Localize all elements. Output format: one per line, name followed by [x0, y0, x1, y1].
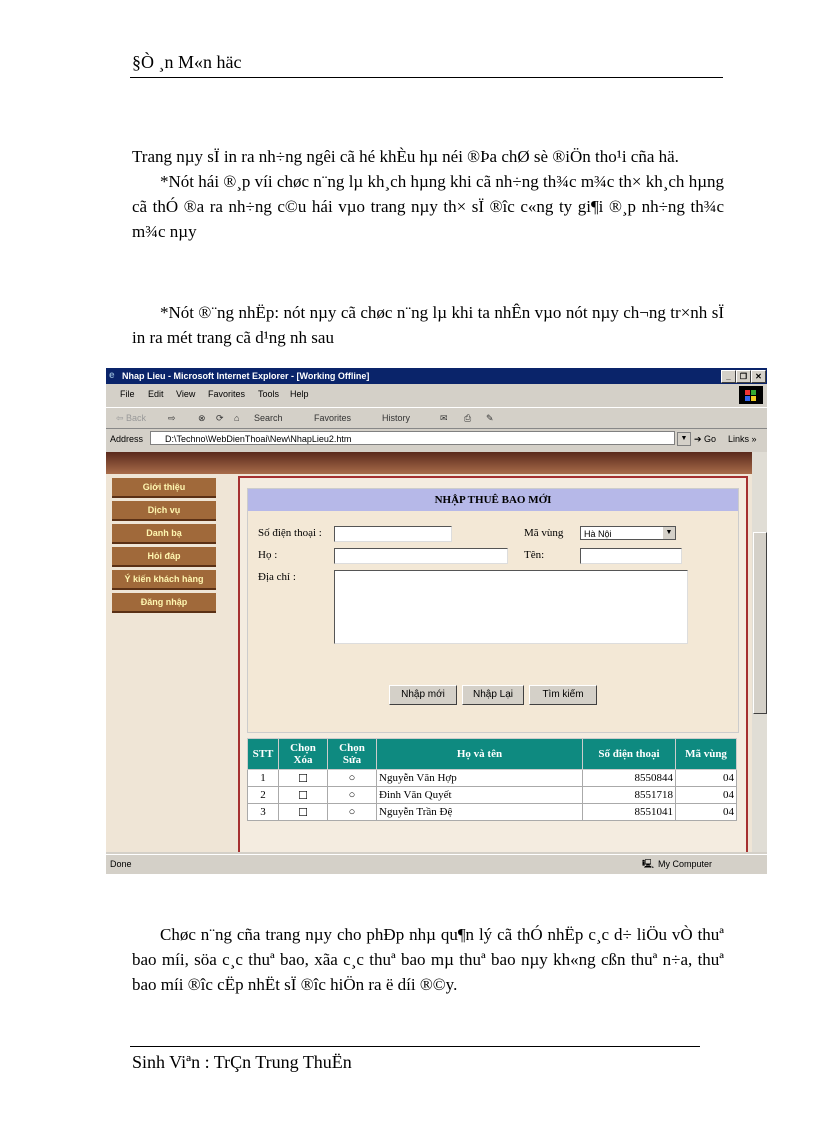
delete-checkbox[interactable]: ☐: [279, 787, 328, 804]
window-titlebar: [106, 368, 767, 384]
row-name: Nguyễn Văn Hợp: [377, 770, 583, 787]
window-title: Nhap Lieu - Microsoft Internet Explorer - [Working Offline]: [122, 371, 370, 381]
address-dropdown-icon[interactable]: ▼: [677, 432, 691, 446]
menu-view[interactable]: View: [176, 389, 196, 399]
menu-edit[interactable]: Edit: [148, 389, 164, 399]
search-submit-button[interactable]: Tìm kiếm: [529, 685, 597, 705]
footer-rule: [130, 1046, 700, 1047]
address-bar: [106, 429, 767, 449]
restore-button[interactable]: ❐: [736, 370, 751, 383]
site-banner: [106, 452, 752, 474]
table-row: [248, 770, 737, 787]
nav-gioi-thieu[interactable]: Giới thiệu: [112, 478, 216, 498]
search-button[interactable]: Search: [254, 413, 283, 423]
edit-icon[interactable]: ✎: [486, 413, 494, 423]
page-header: §Ò ¸n M«n häc: [132, 52, 242, 72]
page-footer: Sinh Viªn : TrÇn Trung ThuËn: [132, 1052, 352, 1072]
address-value: D:\Techno\WebDienThoai\New\NhapLieu2.htm: [165, 434, 352, 444]
chevron-down-icon: ▼: [663, 527, 675, 539]
col-phone: Số điện thoại: [583, 739, 676, 770]
row-area: 04: [676, 787, 737, 804]
menu-file[interactable]: File: [120, 389, 135, 399]
edit-radio[interactable]: ○: [328, 804, 377, 821]
table-row: [248, 787, 737, 804]
history-button[interactable]: History: [382, 413, 411, 423]
area-label: Mã vùng: [524, 527, 564, 539]
go-label: Go: [704, 434, 717, 444]
address-label-form: Địa chỉ :: [258, 571, 296, 583]
computer-icon: 🖳: [642, 859, 655, 869]
table-row: [248, 804, 737, 821]
intro-text: [132, 144, 724, 244]
mail-icon[interactable]: ✉: [440, 413, 448, 423]
col-area: Mã vùng: [676, 739, 737, 770]
row-phone: 8550844: [583, 770, 676, 787]
minimize-button[interactable]: _: [721, 370, 736, 383]
home-icon[interactable]: ⌂: [234, 413, 240, 423]
row-stt: 2: [248, 787, 279, 804]
row-area: 04: [676, 770, 737, 787]
go-button[interactable]: ➔ Go: [694, 434, 717, 444]
phone-label: Số điện thoại :: [258, 527, 322, 539]
row-stt: 1: [248, 770, 279, 787]
edit-radio[interactable]: ○: [328, 787, 377, 804]
delete-checkbox[interactable]: ☐: [279, 770, 328, 787]
back-button[interactable]: ⇦ Back: [116, 413, 147, 423]
last-name-label: Họ :: [258, 549, 278, 561]
area-select-value: Hà Nội: [584, 529, 612, 539]
form-title: NHẬP THUÊ BAO MỚI: [248, 489, 738, 511]
subscriber-table: [247, 738, 737, 821]
forward-button[interactable]: ⇨: [168, 413, 176, 423]
nav-dich-vu[interactable]: Dịch vụ: [112, 501, 216, 521]
table-header-row: [248, 739, 737, 770]
vertical-scrollbar[interactable]: [752, 452, 767, 852]
status-bar: [106, 854, 767, 873]
menu-help[interactable]: Help: [290, 389, 309, 399]
windows-logo-icon: [739, 386, 763, 404]
intro-paragraph-1: Trang nµy sÏ in ra nh÷ng ngêi cã hé khÈu hµ néi ®Þa chØ sè ®iÖn tho¹i cña hä.: [132, 147, 679, 166]
stop-icon[interactable]: ⊗: [198, 413, 206, 423]
address-textarea[interactable]: [334, 570, 688, 644]
row-stt: 3: [248, 804, 279, 821]
new-entry-button[interactable]: Nhập mới: [389, 685, 457, 705]
row-area: 04: [676, 804, 737, 821]
new-subscriber-form: [247, 488, 739, 733]
main-panel: [238, 476, 748, 852]
row-phone: 8551718: [583, 787, 676, 804]
scrollbar-thumb[interactable]: [753, 532, 767, 714]
row-name: Nguyễn Trần Đệ: [377, 804, 583, 821]
phone-input[interactable]: [334, 526, 452, 542]
outro-text: [132, 922, 724, 997]
page-content: [106, 452, 752, 852]
login-paragraph: [132, 300, 724, 350]
menu-tools[interactable]: Tools: [258, 389, 280, 399]
status-text: Done: [110, 859, 132, 869]
ie-icon: e: [109, 370, 115, 381]
zone-label: My Computer: [658, 859, 713, 869]
edit-radio[interactable]: ○: [328, 770, 377, 787]
menu-favorites[interactable]: Favorites: [208, 389, 246, 399]
col-fullname: Họ và tên: [377, 739, 583, 770]
col-select-edit: Chọn Sửa: [328, 739, 377, 770]
nav-y-kien[interactable]: Ý kiến khách hàng: [112, 570, 216, 590]
intro-paragraph-2: *Nót hái ®¸p víi chøc n¨ng lµ kh¸ch hµng khi cã nh÷ng th¾c m¾c th× kh¸ch hµng cã thÓ ®a ra nh÷ng c©u hái vµo trang nµy th× sÏ ®îc c«ng ty gi¶i ®¸p nh÷ng th¾c m¾c nµy: [132, 172, 724, 241]
first-name-input[interactable]: [580, 548, 682, 564]
nav-dang-nhap[interactable]: Đăng nhập: [112, 593, 216, 613]
nav-danh-ba[interactable]: Danh bạ: [112, 524, 216, 544]
row-phone: 8551041: [583, 804, 676, 821]
favorites-button[interactable]: Favorites: [314, 413, 352, 423]
area-select[interactable]: [580, 526, 676, 540]
print-icon[interactable]: ⎙: [464, 413, 472, 423]
reset-button[interactable]: Nhập Lại: [462, 685, 524, 705]
row-name: Đinh Văn Quyết: [377, 787, 583, 804]
intro-paragraph-3: *Nót ®¨ng nhËp: nót nµy cã chøc n¨ng lµ khi ta nhÊn vµo nót nµy ch¬ng tr×nh sÏ in ra mét trang cã d¹ng nh sau: [132, 303, 724, 347]
col-select-delete: Chọn Xóa: [279, 739, 328, 770]
links-button[interactable]: Links »: [728, 434, 757, 444]
refresh-icon[interactable]: ⟳: [216, 413, 224, 423]
address-input[interactable]: [150, 431, 675, 445]
address-label: Address: [110, 434, 144, 444]
nav-hoi-dap[interactable]: Hỏi đáp: [112, 547, 216, 567]
first-name-label: Tên:: [524, 549, 545, 561]
last-name-input[interactable]: [334, 548, 508, 564]
menu-bar: [106, 386, 767, 402]
header-rule: [130, 77, 723, 78]
outro-paragraph: Chøc n¨ng cña trang nµy cho phÐp nhµ qu¶n lý cã thÓ nhËp c¸c d÷ liÖu vÒ thuª bao míi, söa c¸c thuª bao, xãa c¸c thuª bao mµ thuª bao nµy kh«ng cßn thuª n÷a, thuª bao míi ®îc cËp nhËt sÏ ®îc hiÖn ra ë díi ®©y.: [132, 925, 724, 994]
col-stt: STT: [248, 739, 279, 770]
browser-screenshot: [106, 368, 767, 874]
close-button[interactable]: ✕: [751, 370, 766, 383]
standard-toolbar: [106, 407, 767, 429]
delete-checkbox[interactable]: ☐: [279, 804, 328, 821]
